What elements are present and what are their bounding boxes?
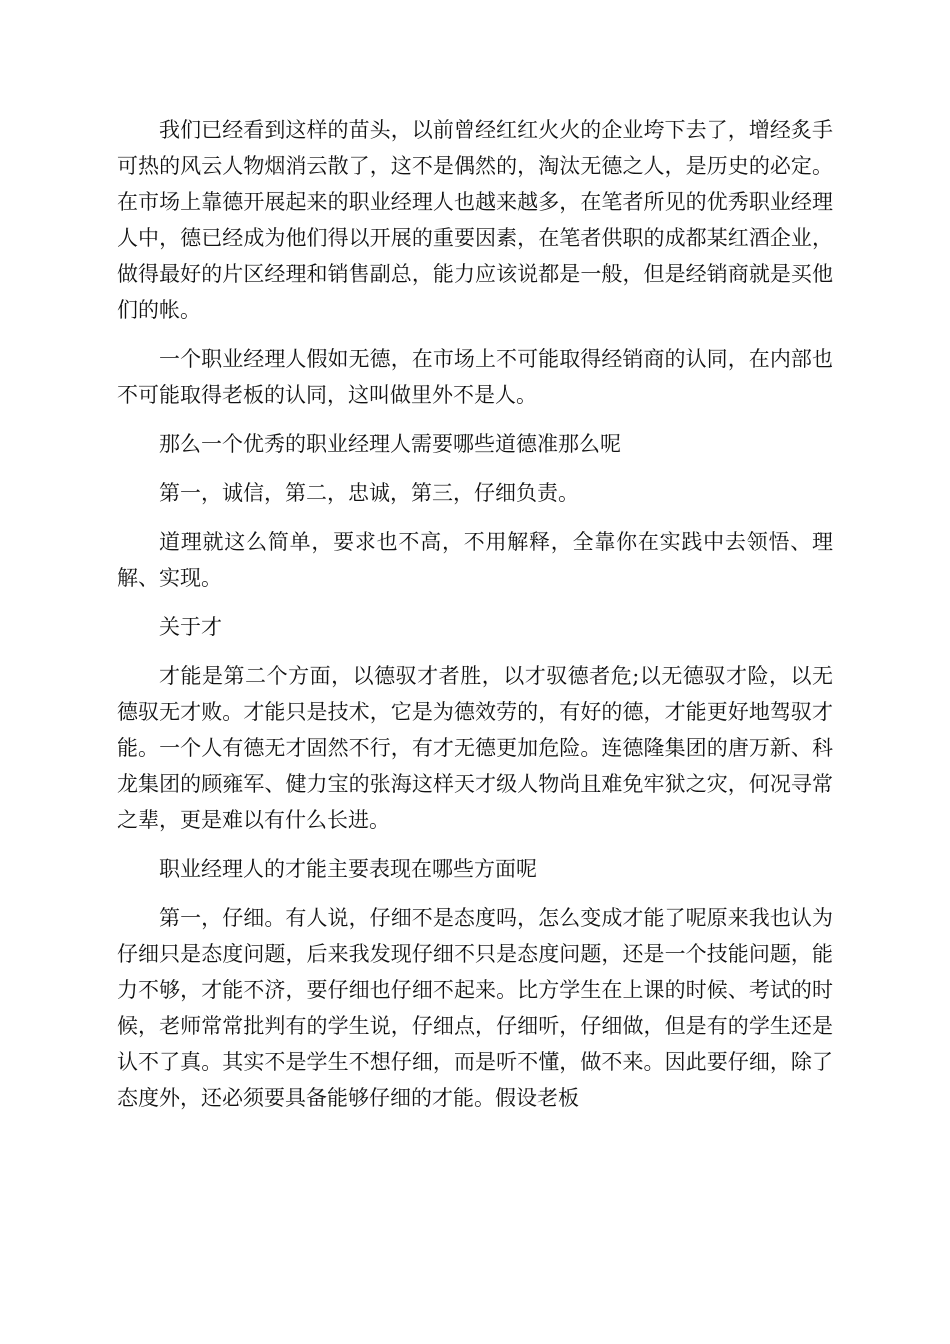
paragraph-5: 道理就这么简单，要求也不高，不用解释，全靠你在实践中去领悟、理解、实现。 [117, 530, 833, 590]
paragraph-4: 第一，诚信，第二，忠诚，第三，仔细负责。 [159, 481, 579, 505]
paragraph-1: 我们已经看到这样的苗头，以前曾经红红火火的企业垮下去了，增经炙手可热的风云人物烟消云散了，这不是偶然的，淘汰无德之人，是历史的必定。在市场上靠德开展起来的职业经理人也越来越多，在笔者所见的优秀职业经理人中，德已经成为他们得以开展的重要因素，在笔者供职的成都某红酒企业，做得最好的片区经理和销售副总，能力应该说都是一般，但是经销商就是买他们的帐。 [117, 118, 833, 322]
paragraph-7: 才能是第二个方面，以德驭才者胜，以才驭德者危;以无德驭才险，以无德驭无才败。才能只是技术，它是为德效劳的，有好的德，才能更好地驾驭才能。一个人有德无才固然不行，有才无德更加危险。连德隆集团的唐万新、科龙集团的顾雍军、健力宝的张海这样天才级人物尚且难免牢狱之灾，何况寻常之辈，更是难以有什么长进。 [117, 664, 833, 832]
paragraph-9: 第一，仔细。有人说，仔细不是态度吗，怎么变成才能了呢原来我也认为仔细只是态度问题，后来我发现仔细不只是态度问题，还是一个技能问题，能力不够，才能不济，要仔细也仔细不起来。比方学生在上课的时候、考试的时候，老师常常批判有的学生说，仔细点，仔细听，仔细做，但是有的学生还是认不了真。其实不是学生不想仔细，而是听不懂，做不来。因此要仔细，除了态度外，还必须要具备能够仔细的才能。假设老板 [117, 906, 833, 1110]
document-page [117, 112, 833, 1129]
paragraph-3: 那么一个优秀的职业经理人需要哪些道德准那么呢 [159, 432, 621, 456]
paragraph-2: 一个职业经理人假如无德，在市场上不可能取得经销商的认同，在内部也不可能取得老板的认同，这叫做里外不是人。 [117, 347, 833, 407]
paragraph-8: 职业经理人的才能主要表现在哪些方面呢 [159, 857, 537, 881]
section-heading-talent: 关于才 [159, 615, 222, 639]
